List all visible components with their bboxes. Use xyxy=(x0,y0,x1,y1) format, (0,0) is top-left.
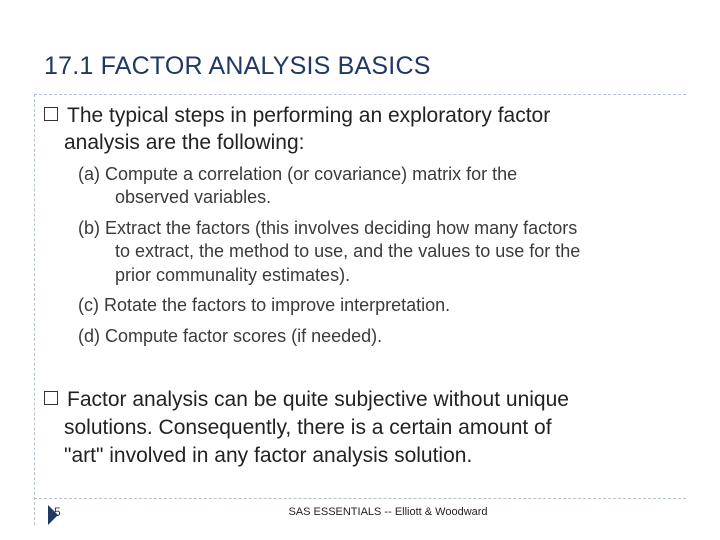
page-number: 5 xyxy=(54,505,61,519)
bullet-2-line-2: solutions. Consequently, there is a certain amount of xyxy=(64,416,552,439)
step-b-line-1: (b) Extract the factors (this involves deciding how many factors xyxy=(78,218,578,238)
bullet-2 xyxy=(44,386,644,413)
step-a-line-2: observed variables. xyxy=(115,187,272,207)
left-divider xyxy=(34,94,35,525)
step-a-line-1: (a) Compute a correlation (or covariance) matrix for the xyxy=(78,164,518,184)
bullet-1-line-1: The typical steps in performing an exploratory factor xyxy=(67,104,551,127)
bullet-1-line-2: analysis are the following: xyxy=(64,131,305,154)
step-d-line-1: (d) Compute factor scores (if needed). xyxy=(78,326,383,346)
step-b-line-3: prior communality estimates). xyxy=(115,265,351,285)
footer-divider xyxy=(34,498,686,499)
checkbox-bullet-icon xyxy=(44,107,58,121)
checkbox-bullet-icon xyxy=(44,391,58,405)
title-divider xyxy=(34,94,686,95)
slide-title: 17.1 FACTOR ANALYSIS BASICS xyxy=(44,52,431,80)
bullet-2-line-3: "art" involved in any factor analysis solution. xyxy=(64,444,473,467)
step-c-line-1: (c) Rotate the factors to improve interpretation. xyxy=(78,295,451,315)
bullet-2-line-1: Factor analysis can be quite subjective without unique xyxy=(67,388,569,411)
step-b-line-2: to extract, the method to use, and the values to use for the xyxy=(115,241,581,261)
footer-text: SAS ESSENTIALS -- Elliott & Woodward xyxy=(288,506,488,518)
bullet-1 xyxy=(44,102,644,129)
